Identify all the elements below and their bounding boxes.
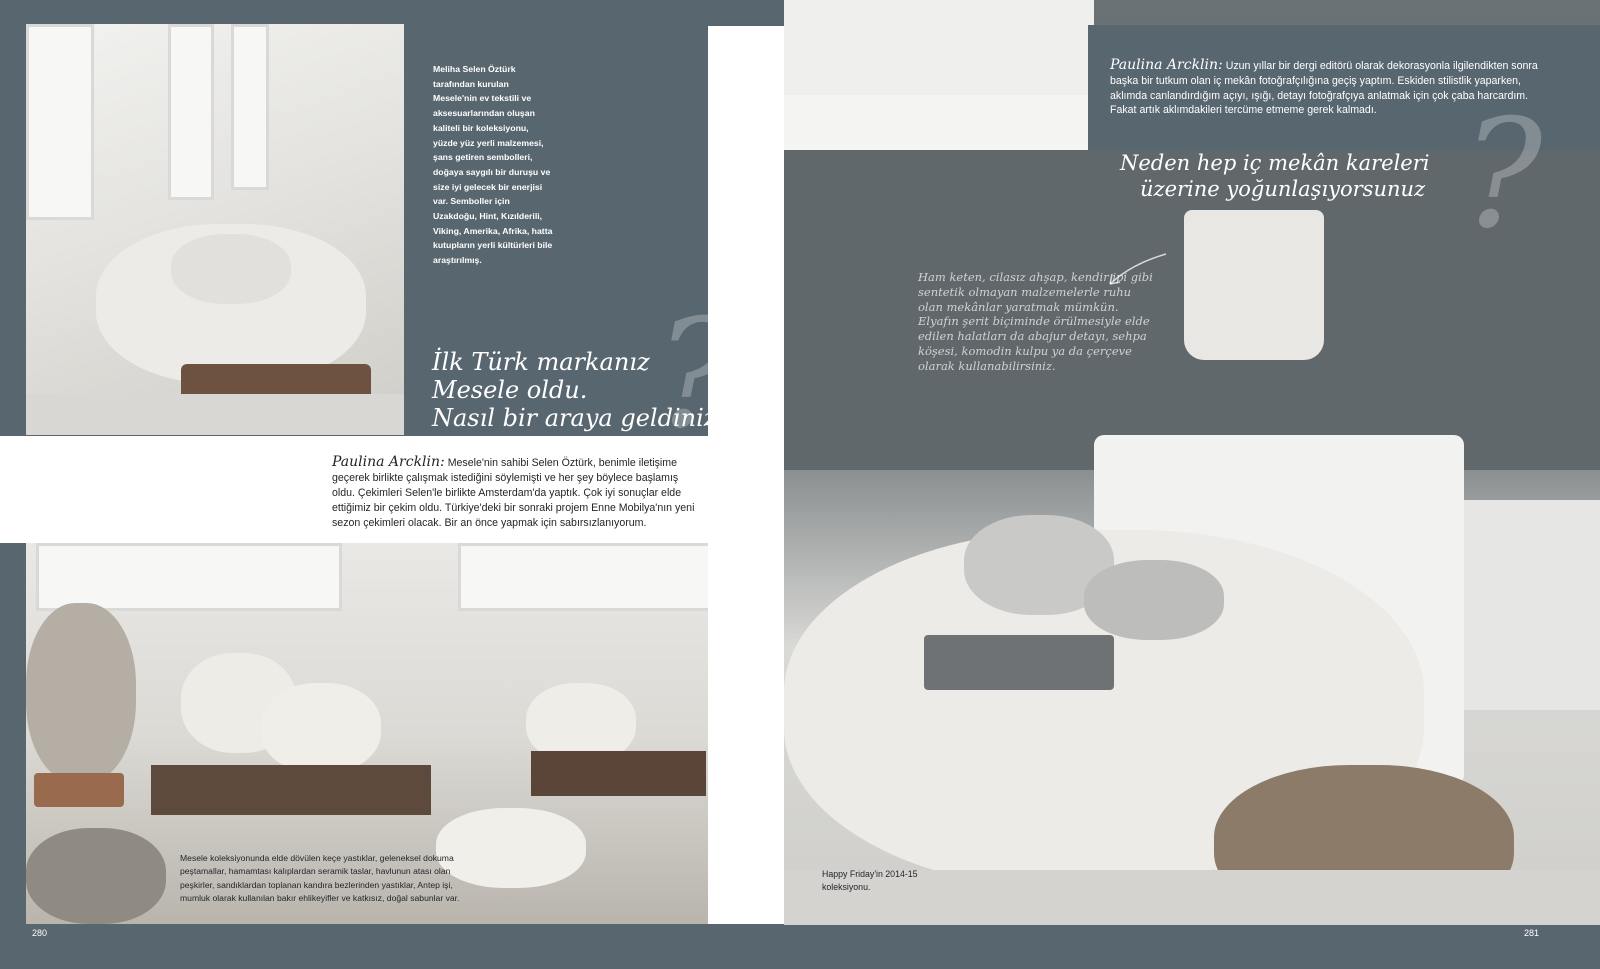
question-line: Nasıl bir araya geldiniz <box>432 404 717 432</box>
answer-text: Mesele'nin sahibi Selen Öztürk, benimle iletişime geçerek birlikte çalışmak istediğini söylemişti ve her şey böylece başlamış oldu. Çekimleri Selen'le birlikte Amsterdam'da yaptık. Çok iyi sonuçlar elde ettiğimiz bir çekim oldu. Türkiye'deki bir sonraki projem Enne Mobilya'nın yeni sezon çekimleri olacak. Bir an önce yapmak için sabırsızlanıyorum. <box>332 457 695 529</box>
photo-window <box>36 543 342 611</box>
right-page-bottom-band <box>784 925 1600 969</box>
question-line: İlk Türk markanız <box>432 348 650 376</box>
photo-cushion <box>261 683 381 773</box>
photo-ceiling <box>784 0 1094 95</box>
photo-pallet <box>531 751 706 796</box>
question-line: üzerine yoğunlaşıyorsunuz <box>1140 177 1426 201</box>
handwritten-note: Ham keten, cilasız ahşap, kendir ipi gibi sentetik olmayan malzemelerle ruhu olan mekânlar yaratmak mümkün. Elyafın şerit biçiminde örülmesiyle elde edilen halatları da abajur detayı, sehpa köşesi, komodin kulpu ya da çerçeve olarak kullanabilirsiniz. <box>918 270 1153 373</box>
photo-window <box>26 24 94 220</box>
photo-window <box>168 24 214 200</box>
intro-text: Meliha Selen Öztürk tarafından kurulan Mesele'nin ev tekstili ve aksesuarlarından oluşan kaliteli bir koleksiyonu, yüzde yüz yerli malzemesi, şans getiren sembolleri, doğaya saygılı bir duruşu ve size iyi gelecek bir enerjisi var. Semboller için Uzakdoğu, Hint, Kızılderili, Viking, Amerika, Afrika, hatta kutupların yerli kültürleri bile araştırılmış. <box>433 64 553 266</box>
photo-lampshade <box>1184 210 1324 360</box>
question-line: Mesele oldu. <box>432 376 588 404</box>
photo-beam <box>784 95 1089 150</box>
caption-left: Mesele koleksiyonunda elde dövülen keçe yastıklar, geleneksel dokuma peştamallar, hamamtası kalıplardan seramik taslar, havlunun atası olan peşkirler, sandıklardan toplanan kandıra bezlerinden yastıklar, Antep işi, mumluk olarak kullanılan bakır ehlikeyifler ve katkısız, doğal sabunlar var. <box>180 853 460 904</box>
question-heading-right <box>1120 150 1480 202</box>
photo-pot <box>26 603 136 783</box>
arrow-icon <box>1100 250 1170 290</box>
left-page-bottom-band <box>0 924 784 969</box>
photo-pillow <box>171 234 291 304</box>
page-number-left: 280 <box>32 928 48 938</box>
page-number-right: 281 <box>1524 928 1540 938</box>
photo-pallet <box>151 765 431 815</box>
photo-pillow <box>1084 560 1224 640</box>
photo-window <box>231 24 269 190</box>
answer-paragraph-left <box>332 455 704 531</box>
photo-candles <box>34 773 124 807</box>
question-mark-decoration: ? <box>1462 88 1543 262</box>
left-page-side-band <box>0 543 26 924</box>
photo-bowl <box>26 828 166 924</box>
photo-floor <box>26 394 404 435</box>
photo-tray <box>924 635 1114 690</box>
question-line: Neden hep iç mekân kareleri <box>1120 151 1430 175</box>
interior-photo-beanbag <box>26 24 404 435</box>
caption-right: Happy Friday'in 2014-15 koleksiyonu. <box>822 869 918 893</box>
photo-window <box>458 543 708 611</box>
answer-text: Uzun yıllar bir dergi editörü olarak dekorasyonla ilgilendikten sonra başka bir tutkum olan iç mekân fotoğrafçılığına geçiş yaptım. Eskiden stilistlik yaparken, aklımda canlandırdığım açıyı, ışığı, detayı fotoğrafçıya anlatmak için çok çaba harcardım. Fakat artık aklımdakileri tercüme etmeme gerek kalmadı. <box>1110 60 1538 117</box>
answer-name: Paulina Arcklin: <box>1110 57 1223 73</box>
photo-side-table <box>1464 500 1600 710</box>
answer-name: Paulina Arcklin: <box>332 454 445 470</box>
question-mark-decoration: ? <box>655 288 736 462</box>
